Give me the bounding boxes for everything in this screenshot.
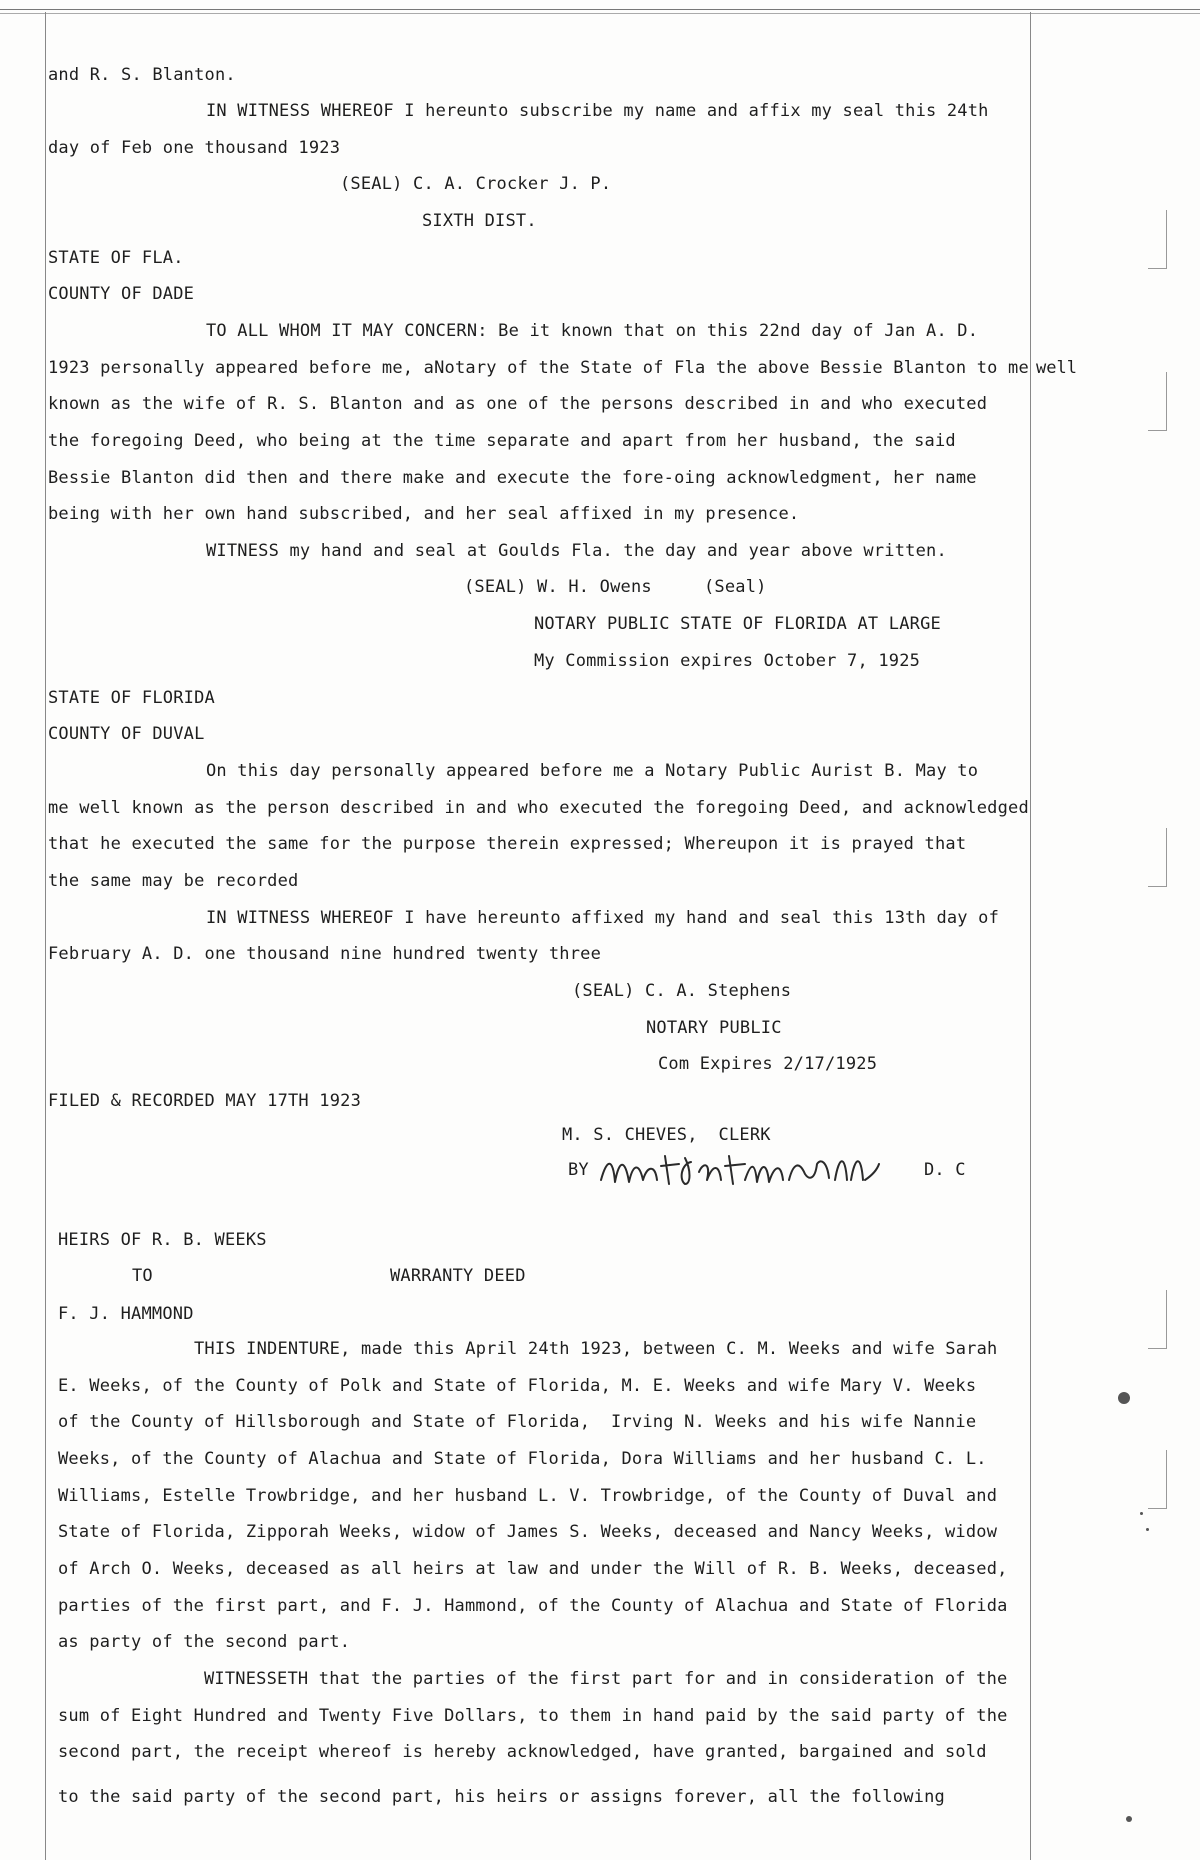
scan-mark xyxy=(1148,828,1167,887)
text-line: me well known as the person described in and who executed the foregoing Deed, and acknowledged xyxy=(48,798,1029,818)
text-line: second part, the receipt whereof is hereby acknowledged, have granted, bargained and sold xyxy=(58,1742,987,1762)
text-line: Weeks, of the County of Alachua and State of Florida, Dora Williams and her husband C. L. xyxy=(58,1449,987,1469)
text-line: WITNESS my hand and seal at Goulds Fla. the day and year above written. xyxy=(206,541,947,561)
by-label: BY xyxy=(568,1160,589,1180)
text-line: and R. S. Blanton. xyxy=(48,65,236,85)
text-line: On this day personally appeared before me a Notary Public Aurist B. May to xyxy=(206,761,979,781)
deed-party-heading: HEIRS OF R. B. WEEKS xyxy=(58,1230,267,1250)
commission-line: Com Expires 2/17/1925 xyxy=(658,1054,878,1074)
text-line: E. Weeks, of the County of Polk and State of Florida, M. E. Weeks and wife Mary V. Weeks xyxy=(58,1376,977,1396)
ink-speck xyxy=(1126,1816,1132,1822)
text-line: day of Feb one thousand 1923 xyxy=(48,138,341,158)
text-line: IN WITNESS WHEREOF I hereunto subscribe my name and affix my seal this 24th xyxy=(206,101,989,121)
text-line: sum of Eight Hundred and Twenty Five Dollars, to them in hand paid by the said party of the xyxy=(58,1706,1008,1726)
text-line: February A. D. one thousand nine hundred twenty three xyxy=(48,944,602,964)
county-heading: COUNTY OF DADE xyxy=(48,284,195,304)
signature-line: (SEAL) C. A. Stephens xyxy=(572,981,792,1001)
top-border xyxy=(0,9,1200,14)
text-line: IN WITNESS WHEREOF I have hereunto affixed my hand and seal this 13th day of xyxy=(206,908,1000,928)
margin-note: well xyxy=(1036,358,1077,378)
text-line: THIS INDENTURE, made this April 24th 1923, between C. M. Weeks and wife Sarah xyxy=(194,1339,998,1359)
signature-line: (SEAL) C. A. Crocker J. P. xyxy=(340,174,612,194)
text-line: the foregoing Deed, who being at the time separate and apart from her husband, the said xyxy=(48,431,956,451)
clerk-line: M. S. CHEVES, CLERK xyxy=(562,1125,771,1145)
text-line: known as the wife of R. S. Blanton and as one of the persons described in and who executed xyxy=(48,394,988,414)
state-heading: STATE OF FLA. xyxy=(48,248,184,268)
signature-title: SIXTH DIST. xyxy=(422,211,537,231)
filing-line: FILED & RECORDED MAY 17TH 1923 xyxy=(48,1091,362,1111)
scan-mark xyxy=(1148,1450,1167,1509)
text-line: to the said party of the second part, his heirs or assigns forever, all the following xyxy=(58,1787,945,1807)
scan-mark xyxy=(1148,1290,1167,1349)
text-line: parties of the first part, and F. J. Hammond, of the County of Alachua and State of Florida xyxy=(58,1596,1008,1616)
left-margin-line xyxy=(45,12,46,1860)
text-line: Bessie Blanton did then and there make and execute the fore-oing acknowledgment, her name xyxy=(48,468,977,488)
text-line: that he executed the same for the purpose therein expressed; Whereupon it is prayed that xyxy=(48,834,967,854)
text-line: State of Florida, Zipporah Weeks, widow of James S. Weeks, deceased and Nancy Weeks, widow xyxy=(58,1522,998,1542)
deed-title: WARRANTY DEED xyxy=(390,1266,526,1286)
text-line: as party of the second part. xyxy=(58,1632,351,1652)
text-line: of the County of Hillsborough and State of Florida, Irving N. Weeks and his wife Nannie xyxy=(58,1412,977,1432)
commission-line: My Commission expires October 7, 1925 xyxy=(534,651,921,671)
text-line: Williams, Estelle Trowbridge, and her husband L. V. Trowbridge, of the County of Duval and xyxy=(58,1486,998,1506)
text-line: 1923 personally appeared before me, aNotary of the State of Fla the above Bessie Blanton to me xyxy=(48,358,1029,378)
text-line: TO ALL WHOM IT MAY CONCERN: Be it known that on this 22nd day of Jan A. D. xyxy=(206,321,979,341)
ink-speck xyxy=(1146,1528,1149,1531)
scan-mark xyxy=(1148,210,1167,269)
dc-label: D. C xyxy=(924,1160,966,1180)
county-heading: COUNTY OF DUVAL xyxy=(48,724,205,744)
signature-title: NOTARY PUBLIC xyxy=(646,1018,782,1038)
text-line: of Arch O. Weeks, deceased as all heirs at law and under the Will of R. B. Weeks, deceased, xyxy=(58,1559,1008,1579)
signature-title: NOTARY PUBLIC STATE OF FLORIDA AT LARGE xyxy=(534,614,941,634)
ink-speck xyxy=(1118,1392,1130,1404)
deed-party-heading: F. J. HAMMOND xyxy=(58,1304,194,1324)
handwritten-signature xyxy=(595,1150,885,1194)
signature-line: (SEAL) W. H. Owens (Seal) xyxy=(464,577,767,597)
text-line: WITNESSETH that the parties of the first part for and in consideration of the xyxy=(204,1669,1008,1689)
deed-to-label: TO xyxy=(132,1266,153,1286)
ink-speck xyxy=(1140,1512,1143,1515)
text-line: being with her own hand subscribed, and her seal affixed in my presence. xyxy=(48,504,800,524)
state-heading: STATE OF FLORIDA xyxy=(48,688,215,708)
text-line: the same may be recorded xyxy=(48,871,299,891)
scan-mark xyxy=(1148,372,1167,431)
right-margin-line xyxy=(1030,12,1031,1860)
